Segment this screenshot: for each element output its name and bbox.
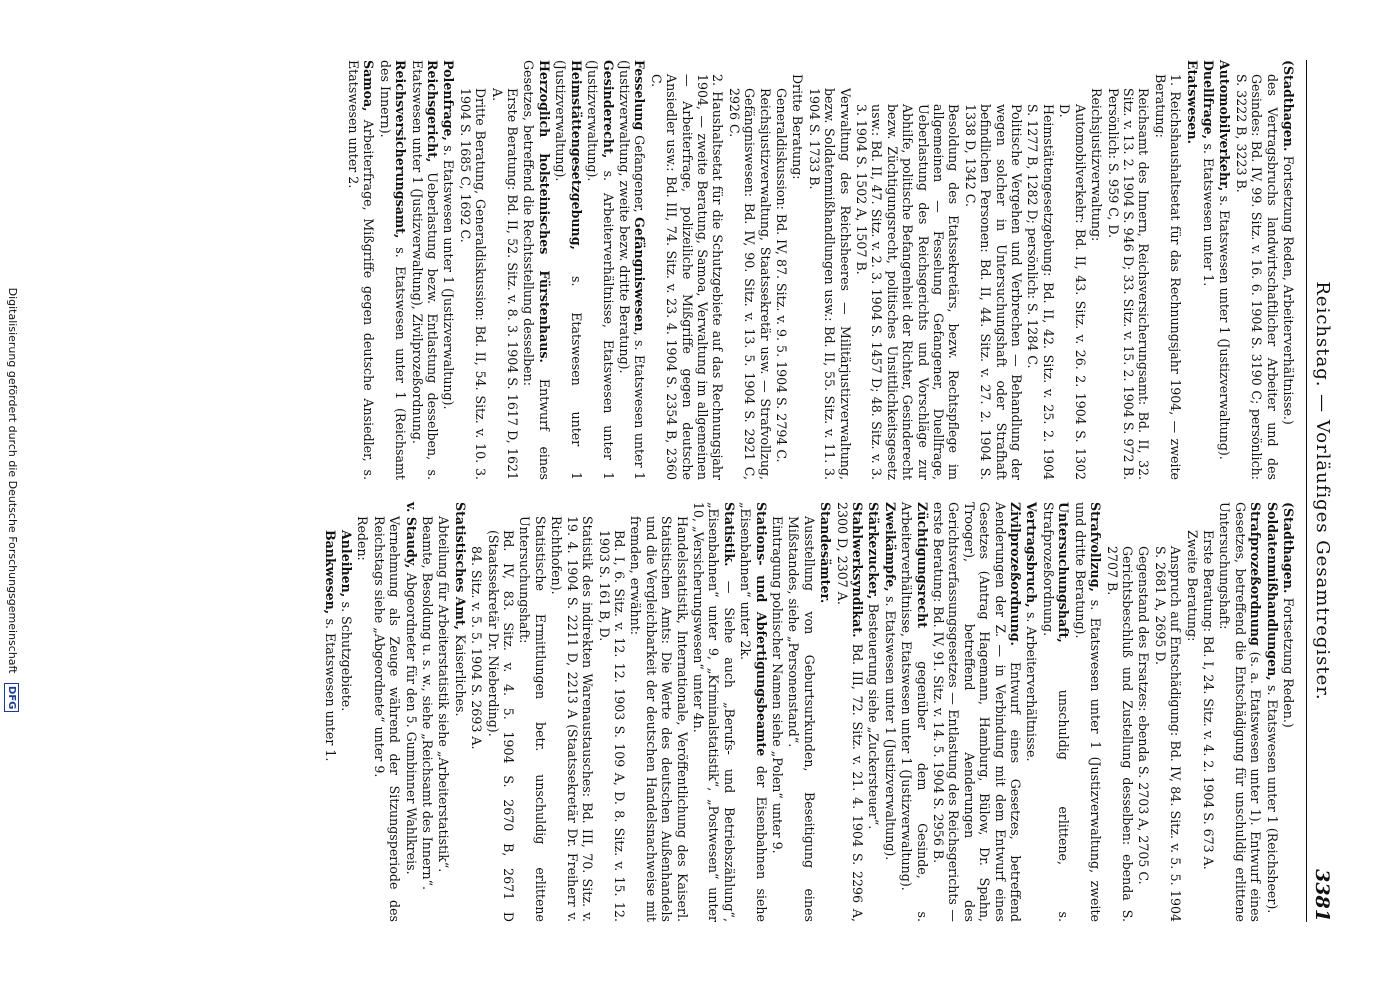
index-entry bbox=[931, 502, 1023, 922]
index-keyword: Automobilverkehr, bbox=[1217, 60, 1233, 196]
index-text: Fortsetzung Reden.) bbox=[1281, 597, 1296, 728]
index-entry bbox=[585, 60, 616, 480]
index-keyword: Vertragsbruch, bbox=[1024, 502, 1040, 612]
left-column bbox=[321, 60, 1296, 480]
index-text: , s. Etatswesen unter 1 (Justizverwaltung, zweite bezw. dritte Beratung). bbox=[616, 60, 648, 481]
index-entry bbox=[1264, 502, 1279, 922]
index-text: s. Arbeiterverhältnisse. bbox=[1024, 611, 1040, 762]
index-entry bbox=[1041, 502, 1072, 922]
index-keyword: Polenfrage, bbox=[441, 60, 457, 146]
index-text: Reden: bbox=[355, 516, 371, 561]
index-keyword: v. Staudy, bbox=[403, 502, 419, 573]
index-text: Reichsjustizverwaltung, Staatssekretär usw. — Strafvollzug, Gefängniswesen: Bd. IV, 90. Sitz. v. 13. 5. 1904 S. 2921 C, 2926 C. bbox=[726, 88, 773, 480]
index-keyword: Bankwesen, bbox=[322, 530, 338, 619]
index-entry bbox=[691, 502, 737, 922]
index-text: Besoldung des Etatssekretärs, bezw. Rechtspflege im allgemeinen — Fesselung Gefangener, Duellfrage, Ueberlastung des Reichsgerichts und Vorschläge zur Abhilfe, politische Befangenheit der Richter, Gesinderecht bezw. Züchtigungsrecht, politisches Unsittlichkeitsgesetz usw.: Bd. II, 47. Sitz. v. 2. 3. 1904 S. 1457 D; 48. Sitz. v. 3. 3. 1904 S. 1502 A, 1507 B. bbox=[854, 104, 962, 480]
index-text: Beamte, Besoldung u. s. w., siehe „Reichsamt des Innern“. bbox=[420, 516, 436, 891]
index-text: Handelsstatistik, Internationale, Veröffentlichung des Kaiserl. Statistischen Amts: Die Werte des deutschen Außenhandels und die Vergleichbarkeit der deutschen Handelsnachweise mit fremden, erwähnt: bbox=[628, 516, 690, 922]
index-entry bbox=[648, 60, 725, 480]
index-entry bbox=[1105, 60, 1151, 480]
index-text: Besteuerung siehe „Zuckersteuer“. bbox=[866, 603, 882, 830]
index-text: Bd. IV, 83. Sitz. v. 4. 5. 1904 S. 2670 B, 2671 D (Staatssekretär Dr. Nieberding). bbox=[485, 530, 517, 922]
index-text: Bd. III, 72. Sitz. v. 21. 4. 1904 S. 2296 A, 2300 D, 2307 A. bbox=[834, 502, 866, 922]
index-entry bbox=[457, 60, 488, 480]
index-text: 1. Reichshaushaltsetat für das Rechnungsjahr 1904, — zweite Beratung: bbox=[1152, 74, 1184, 480]
index-text: Ausstellung von Geburtsurkunden, Beseitigung eines Mißstandes, siehe „Personenstand“. bbox=[786, 516, 817, 922]
index-text: Statistik des indirekten Warenaustausches: Bd. III, 70. Sitz. v. 19. 4. 1904 S. 2211 D, 2213 A (Staatssekretär Dr. Freiherr v. Richthofen). bbox=[549, 516, 596, 922]
digitization-credit bbox=[4, 0, 19, 1000]
index-text: s. Etatswesen unter 1 (Justizverwaltung, zweite und dritte Beratung). bbox=[1072, 502, 1104, 922]
index-entry bbox=[1072, 502, 1103, 922]
index-entry bbox=[1089, 60, 1104, 480]
index-text: 2. Haushaltsetat für die Schutzgebiete auf das Rechnungsjahr 1904, — zweite Beratung, Samoa, Verwaltung im allgemeinen — Arbeiterfrage, polizeiliche Mißgriffe gegen deutsche Ansiedler usw.: Bd. III, 74. Sitz. v. 23. 4. 1904 S. 2354 B, 2360 C. bbox=[648, 74, 726, 480]
index-keyword: Herzoglich holsteinisches Fürstenhaus. bbox=[536, 60, 552, 379]
index-text: Ueberlastung bezw. Entlastung desselben, s. Etatswesen unter 1 (Justizverwaltung), Zivilprozeßordnung. bbox=[409, 60, 441, 481]
index-entry bbox=[1024, 502, 1039, 922]
index-keyword: (Stadthagen. bbox=[1281, 502, 1296, 598]
index-keyword: Standesämter. bbox=[818, 502, 834, 604]
index-entry bbox=[1104, 502, 1135, 922]
index-keyword: Reichsversicherungsamt, bbox=[393, 60, 409, 248]
index-text: Entwurf eines Gesetzes, betreffend Aenderungen der Z. — in Verbindung mit dem Entwurf eines Gesetzes (Antrag Hagemann, Hamburg, Bülow, Dr. Spahn, Trooger), betreffend Aenderungen des Gerichtsverfassungsgesetzes — Entlastung des Reichsgerichts — erste Beratung: Bd. IV, 91. Sitz. v. 14. 5. 1904 S. 2956 B. bbox=[931, 502, 1024, 922]
index-text: s. Schutzgebiete. bbox=[339, 601, 355, 712]
index-entry bbox=[1025, 60, 1056, 480]
index-entry bbox=[834, 502, 865, 922]
index-keyword: Reichsgericht, bbox=[425, 60, 441, 173]
index-text: s. Etatswesen unter 1 (Reichsamt des Innern). bbox=[377, 60, 409, 480]
index-text: s. Etatswesen unter 1. bbox=[322, 618, 338, 762]
index-entry bbox=[854, 60, 962, 480]
index-text: Entwurf eines Gesetzes, betreffend die Rechtsstellung desselben: bbox=[521, 60, 552, 480]
index-keyword: Statistisches Amt, bbox=[452, 502, 468, 635]
index-text: s. Etatswesen unter 1 (Justizverwaltung). bbox=[882, 596, 898, 861]
index-text: Anspruch auf Entschädigung: Bd. IV, 84. Sitz. v. 5. 5. 1904 S. 2681 A, 2695 D. bbox=[1152, 546, 1184, 922]
index-text: Bd. I, 6. Sitz. v. 12. 12. 1903 S. 109 A, D. 8. Sitz. v. 15. 12. 1903 S. 161 B, D. bbox=[596, 530, 627, 922]
index-text: Dritte Beratung, Generaldiskussion: Bd. II, 54. Sitz. v. 10. 3. 1904 S. 1685 C, 1692 C. bbox=[457, 88, 489, 480]
index-entry bbox=[1217, 60, 1232, 480]
index-text: Generaldiskussion: Bd. IV, 87. Sitz. v. 9. 5. 1904 S. 2794 C. bbox=[774, 88, 789, 463]
index-entry bbox=[1201, 60, 1216, 480]
index-keyword: Soldatenmißhandlungen, bbox=[1264, 502, 1280, 686]
index-text: Reichsamt des Innern, Reichsversicherungsamt: Bd. II, 32. Sitz. v. 13. 2. 1904 S. 946 D; 33. Sitz. v. 15. 2. 1904 S. 972 B. Persönlich: S. 959 C, D. bbox=[1105, 88, 1152, 480]
index-entry bbox=[517, 502, 548, 922]
index-entry bbox=[1281, 502, 1296, 922]
index-entry bbox=[355, 502, 370, 922]
index-text: Arbeiterfrage, Mißgriffe gegen deutsche Ansiedler, s. Etatswesen unter 2. bbox=[346, 60, 377, 480]
index-keyword: Anleihen, bbox=[339, 530, 355, 602]
two-column-body bbox=[321, 60, 1296, 922]
index-keyword: Strafvollzug, bbox=[1088, 502, 1104, 600]
index-text: Vernehmung als Zeuge während der Sitzungsperiode des Reichstags siehe „Abgeordnete“ unter 9. bbox=[371, 516, 403, 922]
index-text: Reichsjustizverwaltung: bbox=[1089, 88, 1105, 242]
index-text: Gefangener, bbox=[632, 135, 648, 218]
index-entry bbox=[469, 502, 484, 922]
index-text: der Eisenbahnen siehe „Eisenbahnen“ unter 2k. bbox=[738, 502, 769, 922]
index-entry bbox=[770, 502, 785, 922]
index-entry bbox=[1184, 502, 1199, 922]
index-entry bbox=[339, 502, 354, 922]
index-text: — Siehe auch „Berufs- und Betriebszählung“, „Eisenbahnen“ unter 9, „Kriminalstatistik“, „Postwesen“ unter 10, „Versicherungswesen“ unter 4n. bbox=[690, 502, 737, 922]
index-entry bbox=[818, 502, 833, 922]
index-entry bbox=[882, 502, 897, 922]
index-text: s. Etatswesen unter 1. bbox=[1200, 143, 1216, 287]
index-entry bbox=[617, 60, 648, 480]
index-entry bbox=[1233, 60, 1279, 480]
index-entry bbox=[628, 502, 690, 922]
index-entry bbox=[1217, 502, 1263, 922]
index-entry bbox=[403, 502, 418, 922]
index-entry bbox=[962, 60, 1024, 480]
index-keyword: Zweikämpfe, bbox=[882, 502, 898, 597]
index-keyword: Stärkezucker, bbox=[866, 502, 882, 604]
index-text: Dritte Beratung: bbox=[790, 74, 806, 180]
index-entry bbox=[553, 60, 584, 480]
index-keyword: Samoa, bbox=[361, 60, 377, 120]
index-text: s. Etatswesen unter 1 (Justizverwaltung). bbox=[553, 60, 584, 481]
page-header bbox=[1306, 60, 1333, 922]
index-entry bbox=[1184, 60, 1199, 480]
index-text: 84. Sitz. v. 5. 5. 1904 S. 2693 A. bbox=[469, 546, 485, 750]
index-entry bbox=[726, 60, 772, 480]
index-text: Statistische Ermittlungen betr. unschuldig erlittene Untersuchungshaft: bbox=[517, 516, 548, 922]
index-entry bbox=[806, 60, 852, 480]
index-entry bbox=[1281, 60, 1296, 480]
page-number: 3381 bbox=[1311, 869, 1333, 922]
index-keyword: Etatswesen. bbox=[1184, 60, 1200, 144]
index-text: Erste Beratung: Bd. I, 24. Sitz. v. 4. 2. 1904 S. 673 A. bbox=[1200, 530, 1216, 870]
index-keyword: Züchtigungsrecht bbox=[914, 502, 930, 662]
index-text: gegenüber dem Gesinde, s. Arbeiterverhältnisse, Etatswesen unter 1 (Justizverwaltung). bbox=[899, 502, 930, 922]
index-keyword: Duellfrage, bbox=[1200, 60, 1216, 144]
index-text: s. Arbeiterverhältnisse, Etatswesen unter 1 (Justizverwaltung). bbox=[585, 60, 616, 480]
index-entry bbox=[549, 502, 595, 922]
index-entry bbox=[1152, 502, 1183, 922]
index-entry bbox=[790, 60, 805, 480]
index-entry bbox=[371, 502, 402, 922]
index-keyword: Stahlwerksyndikat. bbox=[850, 502, 866, 644]
index-keyword: (Stadthagen. bbox=[1281, 60, 1296, 156]
index-text: s. Etatswesen unter 1 (Justizverwaltung). bbox=[441, 145, 457, 410]
index-text: Politische Vergehen und Verbrechen — Behandlung der wegen solcher in Untersuchungshaft oder Strafhaft befindlichen Personen: Bd. II, 44. Sitz. v. 27. 2. 1904 S. 1338 D, 1342 C. bbox=[962, 104, 1025, 480]
index-text: s. Etatswesen unter 1 (Reichsheer). bbox=[1264, 685, 1280, 914]
index-text: Gerichtsbeschluß und Zustellung desselben: ebenda S. 2707 B. bbox=[1104, 546, 1135, 922]
index-keyword: Zivilprozeßordnung. bbox=[1008, 502, 1024, 662]
index-entry bbox=[774, 60, 789, 480]
index-text: des Vertragsbruchs landwirtschaftlicher Arbeiter und des Gesindes: Bd. IV, 99. Sitz. v. 16. 6. 1904 S. 3190 C; persönlich: S. 3222 B, 3223 B. bbox=[1233, 74, 1280, 480]
index-keyword: Stations- und Abfertigungsbeamte bbox=[753, 502, 769, 766]
index-entry bbox=[738, 502, 769, 922]
index-entry bbox=[322, 502, 337, 922]
index-entry bbox=[786, 502, 817, 922]
index-entry bbox=[521, 60, 552, 480]
index-text: Gegenstand des Ersatzes: ebenda S. 2703 A, 2705 C. bbox=[1136, 546, 1152, 885]
index-entry bbox=[420, 502, 435, 922]
index-entry bbox=[1057, 60, 1088, 480]
index-text: Eintragung polnischer Namen siehe „Polen“ unter 9. bbox=[770, 516, 785, 854]
index-text: (s. a. Etatswesen unter 1). Entwurf eines Gesetzes, betreffend die Entschädigung für unschuldig erlittene Untersuchungshaft: bbox=[1217, 502, 1264, 922]
index-entry bbox=[485, 502, 516, 922]
index-entry bbox=[1136, 502, 1151, 922]
index-text: Erste Beratung: Bd. II, 52. Sitz. v. 8. 3. 1904 S. 1617 D, 1621 A. bbox=[489, 88, 521, 480]
index-text: Heimstättengesetzgebung: Bd. II, 42. Sitz. v. 25. 2. 1904 S. 1277 B, 1282 D; persönlich: S. 1284 C. bbox=[1025, 104, 1056, 480]
index-entry bbox=[866, 502, 881, 922]
index-keyword: Fesselung bbox=[632, 60, 648, 136]
right-column bbox=[321, 502, 1296, 922]
index-entry bbox=[436, 502, 451, 922]
index-keyword: Untersuchungshaft, bbox=[1056, 502, 1072, 690]
index-keyword: Statistik. bbox=[721, 502, 737, 581]
index-entry bbox=[1152, 60, 1183, 480]
index-entry bbox=[441, 60, 456, 480]
index-text: Automobilverkehr: Bd. II, 43. Sitz. v. 26. 2. 1904 S. 1302 D. bbox=[1057, 104, 1088, 480]
index-text: Abteilung für Arbeiterstatistik siehe „Arbeiterstatistik“. bbox=[436, 516, 452, 873]
page-title: Reichstag. — Vorläufiges Gesamtregister. bbox=[1312, 281, 1333, 701]
index-entry bbox=[346, 60, 377, 480]
dfg-logo: DFG bbox=[4, 683, 19, 712]
index-entry bbox=[409, 60, 440, 480]
index-text: Fortsetzung Reden, Arbeiterverhältnisse.) bbox=[1281, 155, 1296, 425]
index-entry bbox=[377, 60, 408, 480]
index-entry bbox=[596, 502, 627, 922]
index-text: s. Etatswesen unter 1 (Justizverwaltung). bbox=[1217, 195, 1233, 460]
index-text: unschuldig erlittene, s. Strafprozeßordnung. bbox=[1040, 502, 1072, 922]
index-keyword: Gesinderecht, bbox=[600, 60, 616, 171]
index-text: Kaiserliches. bbox=[452, 634, 468, 717]
index-entry bbox=[452, 502, 467, 922]
index-text: Zweite Beratung: bbox=[1184, 530, 1200, 642]
index-text: Verwaltung des Reichsheeres — Militärjustizverwaltung, bezw. Soldatenmißhandlungen usw.: Bd. II, 55. Sitz. v. 11. 3. 1904 S. 1733 B. bbox=[806, 88, 853, 480]
index-keyword: Gefängniswesen bbox=[632, 217, 648, 332]
index-keyword: Heimstättengesetzgebung, bbox=[568, 60, 584, 277]
index-entry bbox=[1201, 502, 1216, 922]
digitization-credit-text: Digitalisierung gefördert durch die Deutsche Forschungsgemeinschaft bbox=[6, 287, 19, 674]
index-keyword: Strafprozeßordnung bbox=[1248, 502, 1264, 652]
index-entry bbox=[489, 60, 520, 480]
index-text: Abgeordneter für den 5. Gumbinner Wahlkreis. bbox=[403, 572, 419, 875]
index-entry bbox=[899, 502, 930, 922]
